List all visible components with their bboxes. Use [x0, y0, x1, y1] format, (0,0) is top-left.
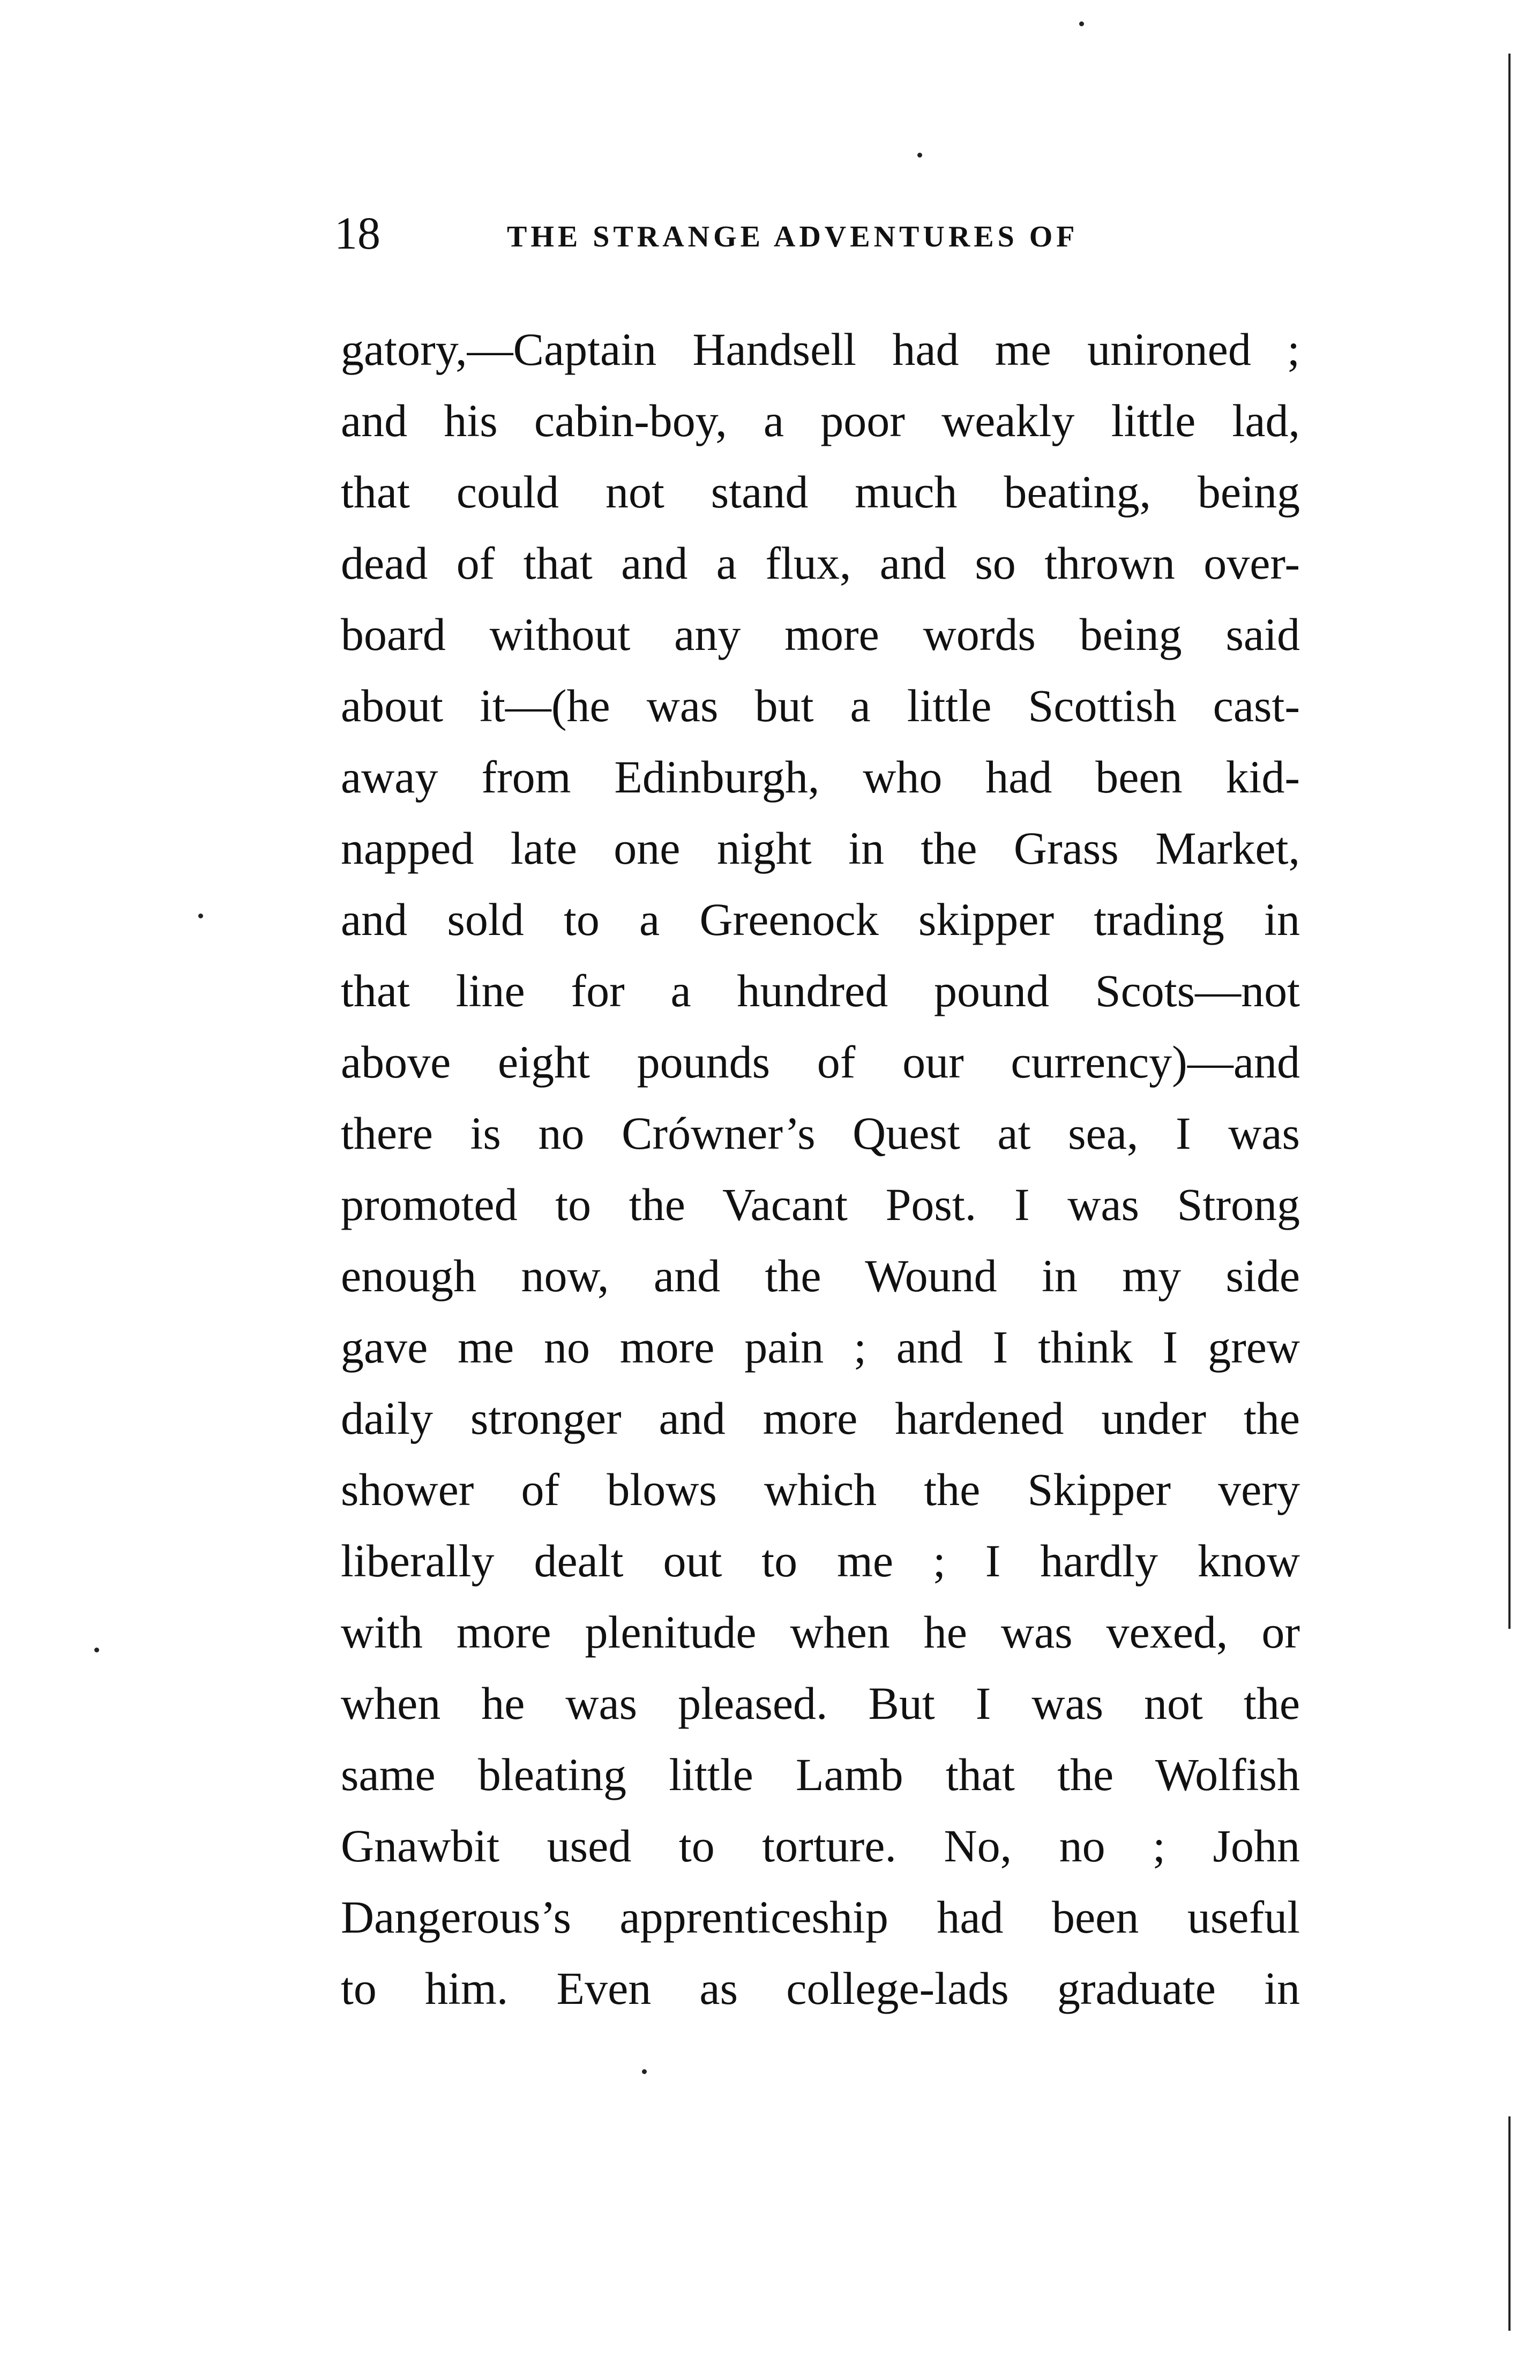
text-line: away from Edinburgh, who had been kid- — [341, 751, 1300, 803]
text-line: to him. Even as college-lads graduate in — [341, 1963, 1300, 2014]
text-line: about it—(he was but a little Scottish cast- — [341, 680, 1300, 731]
text-line: enough now, and the Wound in my side — [341, 1250, 1300, 1301]
text-line: Dangerous’s apprenticeship had been useful — [341, 1891, 1300, 1943]
ink-speck — [642, 2069, 647, 2074]
text-line: liberally dealt out to me ; I hardly know — [341, 1535, 1300, 1586]
text-line: board without any more words being said — [341, 609, 1300, 660]
text-line: and sold to a Greenock skipper trading in — [341, 894, 1300, 945]
ink-speck — [917, 153, 922, 158]
text-line: gatory,—Captain Handsell had me unironed ; — [341, 324, 1300, 375]
text-line: above eight pounds of our currency)—and — [341, 1036, 1300, 1088]
text-line: shower of blows which the Skipper very — [341, 1464, 1300, 1515]
text-line: same bleating little Lamb that the Wolfish — [341, 1749, 1300, 1800]
text-line: when he was pleased. But I was not the — [341, 1678, 1300, 1729]
page-edge-shadow-lower — [1508, 2116, 1511, 2331]
page-edge-shadow — [1508, 54, 1511, 1629]
text-line: napped late one night in the Grass Market, — [341, 822, 1300, 874]
text-line: promoted to the Vacant Post. I was Strong — [341, 1179, 1300, 1230]
text-line: with more plenitude when he was vexed, or — [341, 1606, 1300, 1658]
text-line: Gnawbit used to torture. No, no ; John — [341, 1820, 1300, 1872]
running-title: THE STRANGE ADVENTURES OF — [507, 220, 1079, 253]
body-text — [341, 314, 1300, 2024]
ink-speck — [198, 914, 203, 918]
text-line: there is no Crówner’s Quest at sea, I was — [341, 1107, 1300, 1159]
page-number: 18 — [334, 207, 380, 259]
ink-speck — [94, 1648, 99, 1652]
text-line: that line for a hundred pound Scots—not — [341, 965, 1300, 1016]
text-line: daily stronger and more hardened under the — [341, 1393, 1300, 1444]
text-line: dead of that and a flux, and so thrown over- — [341, 537, 1300, 589]
running-header — [334, 204, 1310, 263]
ink-speck — [1079, 21, 1084, 26]
text-line: gave me no more pain ; and I think I grew — [341, 1321, 1300, 1373]
text-line: and his cabin-boy, a poor weakly little lad, — [341, 395, 1300, 446]
text-line: that could not stand much beating, being — [341, 466, 1300, 518]
